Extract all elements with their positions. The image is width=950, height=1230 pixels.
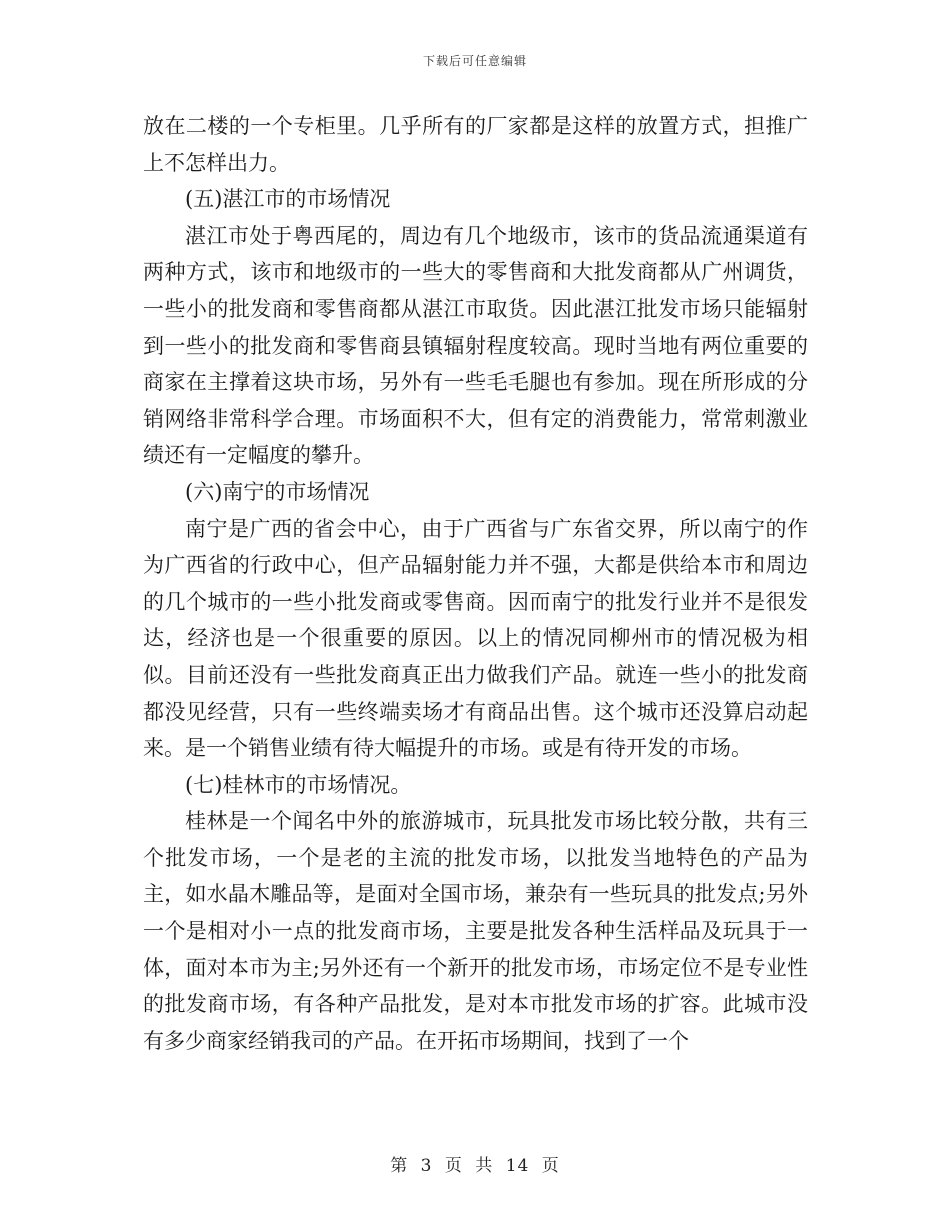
paragraph-nanning: 南宁是广西的省会中心，由于广西省与广东省交界，所以南宁的作为广西省的行政中心，但产品辐射能力并不强，大都是供给本市和周边的几个城市的一些小批发商或零售商。因而南宁的批发行业并不是很发达，经济也是一个很重要的原因。以上的情况同柳州市的情况极为相似。目前还没有一些批发商真正出力做我们产品。就连一些小的批发商都没见经营，只有一些终端卖场才有商品出售。这个城市还没算启动起来。是一个销售业绩有待大幅提升的市场。或是有待开发的市场。 — [143, 516, 808, 761]
section-heading-guilin: (七)桂林市的市场情况。 — [185, 772, 412, 797]
page-footer: 第 3 页 共 14 页 — [390, 1156, 560, 1176]
paragraph-guilin: 桂林是一个闻名中外的旅游城市，玩具批发市场比较分散，共有三个批发市场，一个是老的主流的批发市场，以批发当地特色的产品为主，如水晶木雕品等，是面对全国市场，兼杂有一些玩具的批发点;另外一个是相对小一点的批发商市场，主要是批发各种生活样品及玩具于一体，面对本市为主;另外还有一个新开的批发市场，市场定位不是专业性的批发商市场，有各种产品批发，是对本市批发市场的扩容。此城市没有多少商家经销我司的产品。在开拓市场期间，找到了一个 — [143, 809, 808, 1053]
paragraph-continuation: 放在二楼的一个专柜里。几乎所有的厂家都是这样的放置方式，担推广上不怎样出力。 — [143, 114, 808, 175]
paragraph-zhanjiang: 湛江市处于粤西尾的，周边有几个地级市，该市的货品流通渠道有两种方式，该市和地级市的一些大的零售商和大批发商都从广州调货，一些小的批发商和零售商都从湛江市取货。因此湛江批发市场只能辐射到一些小的批发商和零售商县镇辐射程度较高。现时当地有两位重要的商家在主撑着这块市场，另外有一些毛毛腿也有参加。现在所形成的分销网络非常科学合理。市场面积不大，但有定的消费能力，常常刺激业绩还有一定幅度的攀升。 — [143, 223, 808, 468]
page-header: 下载后可任意编辑 — [422, 54, 527, 68]
section-heading-zhanjiang: (五)湛江市的市场情况 — [185, 187, 391, 212]
section-heading-nanning: (六)南宁的市场情况 — [185, 479, 370, 504]
document-body — [143, 108, 808, 1059]
